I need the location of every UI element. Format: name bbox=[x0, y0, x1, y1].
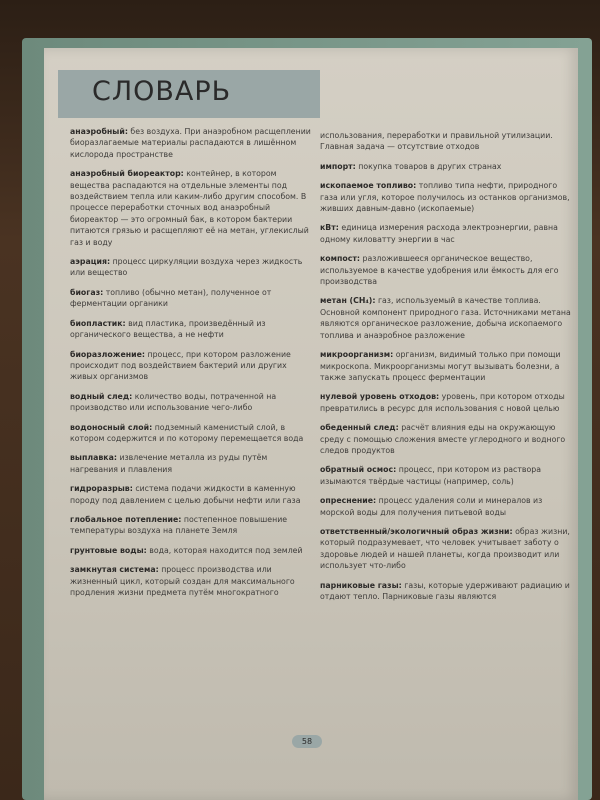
glossary-term: парниковые газы: bbox=[320, 580, 402, 590]
glossary-definition: уровень, при котором отходы превратились в ресурс для использования с новой целью bbox=[320, 392, 565, 413]
glossary-definition: постепенное повышение температуры воздуха на планете Земля bbox=[70, 514, 288, 536]
glossary-term: импорт: bbox=[320, 161, 356, 171]
glossary-definition: покупка товаров в других странах bbox=[358, 161, 502, 171]
glossary-term: метан (CH₄): bbox=[320, 296, 376, 306]
glossary-term: аэрация: bbox=[70, 257, 111, 267]
glossary-definition: организм, видимый только при помощи микроскопа. Микроорганизмы могут вызывать болезни, а также запускать процесс ферментации bbox=[320, 350, 561, 382]
glossary-definition: процесс циркуляции воздуха через жидкость или вещество bbox=[70, 257, 303, 278]
glossary-term: обратный осмос: bbox=[320, 465, 397, 475]
glossary-term: анаэробный: bbox=[70, 127, 128, 136]
glossary-entry bbox=[70, 168, 312, 248]
glossary-definition: использования, переработки и правильной утилизации. Главная задача — отсутствие отходов bbox=[320, 131, 553, 152]
glossary-entry bbox=[70, 256, 312, 279]
glossary-definition: процесс производства или жизненный цикл, который создан для максимального продления жизни предмета путём многократного bbox=[70, 565, 295, 597]
glossary-definition: извлечение металла из руды путём нагревания и плавления bbox=[70, 453, 268, 474]
glossary-definition: система подачи жидкости в каменную породу под давлением с целью добычи нефти или газа bbox=[70, 484, 301, 505]
glossary-term: замкнутая система: bbox=[70, 565, 159, 575]
glossary-left-column bbox=[70, 126, 312, 606]
glossary-definition: образ жизни, который подразумевает, что человек учитывает заботу о здоровье людей и нашей планеты, когда производит или использует что-либо bbox=[320, 526, 570, 571]
glossary-right-column bbox=[320, 130, 572, 610]
glossary-definition: подземный каменистый слой, в котором содержится и по которому перемещается вода bbox=[70, 422, 304, 443]
page-number: 58 bbox=[292, 735, 322, 748]
glossary-entry bbox=[320, 464, 572, 487]
glossary-definition: вид пластика, произведённый из органического вещества, а не нефти bbox=[70, 318, 266, 340]
page-title: СЛОВАРЬ bbox=[92, 76, 232, 107]
glossary-term: ответственный/экологичный образ жизни: bbox=[320, 526, 513, 536]
glossary-term: кВт: bbox=[320, 223, 339, 233]
glossary-entry bbox=[320, 222, 572, 245]
glossary-definition: вода, которая находится под землей bbox=[149, 545, 303, 555]
glossary-entry bbox=[320, 391, 572, 414]
glossary-term: анаэробный биореактор: bbox=[70, 169, 184, 179]
glossary-entry bbox=[70, 422, 312, 445]
glossary-definition: контейнер, в котором вещества распадаются на отдельные элементы под воздействием тепла или каким-либо другим способом. В процессе переработки сточных вод анаэробный биореактор — это огромный бак, в котором бактерии питаются грязью и расщепляют её на метан, углекислый газ и воду bbox=[70, 169, 309, 247]
glossary-term: биопластик: bbox=[70, 318, 126, 328]
glossary-entry bbox=[320, 580, 572, 603]
glossary-entry bbox=[70, 391, 312, 414]
glossary-term: компост: bbox=[320, 254, 361, 264]
glossary-term: водоносный слой: bbox=[70, 422, 153, 432]
glossary-entry bbox=[70, 126, 312, 160]
glossary-term: нулевой уровень отходов: bbox=[320, 392, 440, 402]
glossary-entry bbox=[320, 349, 572, 383]
glossary-definition: газы, которые удерживают радиацию и отдают тепло. Парниковые газы являются bbox=[320, 580, 570, 601]
glossary-entry bbox=[320, 495, 572, 518]
glossary-term: водный след: bbox=[70, 391, 133, 401]
glossary-term: выплавка: bbox=[70, 453, 117, 463]
glossary-definition: расчёт влияния еды на окружающую среду с помощью сложения вместе углеродного и водного следов продуктов bbox=[320, 423, 566, 455]
glossary-term: глобальное потепление: bbox=[70, 514, 182, 524]
glossary-definition: топливо типа нефти, природного газа или угля, которое получилось из останков организмов, живших давным-давно (ископаемые) bbox=[320, 181, 570, 214]
glossary-entry bbox=[70, 318, 312, 341]
glossary-entry bbox=[320, 253, 572, 287]
glossary-definition: единица измерения расхода электроэнергии, равна одному киловатту энергии в час bbox=[320, 223, 558, 244]
glossary-entry bbox=[320, 526, 572, 572]
glossary-entry bbox=[70, 287, 312, 310]
glossary-term: микроорганизм: bbox=[320, 350, 394, 360]
glossary-entry bbox=[70, 349, 312, 383]
glossary-entry bbox=[320, 161, 572, 172]
glossary-entry-continued bbox=[320, 130, 572, 153]
glossary-entry bbox=[70, 452, 312, 475]
glossary-term: опреснение: bbox=[320, 496, 377, 506]
glossary-entry bbox=[320, 422, 572, 456]
glossary-term: ископаемое топливо: bbox=[320, 181, 417, 191]
glossary-definition: без воздуха. При анаэробном расщеплении биоразлагаемые материалы распадаются в лишённом кислорода пространстве bbox=[70, 127, 311, 159]
glossary-term: обеденный след: bbox=[320, 423, 399, 433]
glossary-definition: процесс, при котором разложение происходит под воздействием бактерий или других живых организмов bbox=[70, 349, 291, 382]
glossary-entry bbox=[70, 564, 312, 598]
glossary-term: биоразложение: bbox=[70, 349, 146, 359]
glossary-entry bbox=[70, 545, 312, 556]
glossary-definition: топливо (обычно метан), полученное от ферментации органики bbox=[70, 287, 272, 309]
glossary-term: грунтовые воды: bbox=[70, 545, 147, 555]
glossary-term: биогаз: bbox=[70, 287, 104, 297]
glossary-entry bbox=[70, 483, 312, 506]
glossary-entry bbox=[320, 295, 572, 341]
glossary-definition: разложившееся органическое вещество, используемое в качестве удобрения или ёмкость для его производства bbox=[320, 254, 559, 287]
glossary-entry bbox=[320, 180, 572, 214]
glossary-definition: количество воды, потраченной на производство или использование чего-либо bbox=[70, 391, 277, 413]
glossary-definition: газ, используемый в качестве топлива. Основной компонент природного газа. Источниками метана являются органическое разложение, добыча ископаемого топлива и анаэробное разложение bbox=[320, 296, 571, 340]
glossary-definition: процесс удаления соли и минералов из морской воды для получения питьевой воды bbox=[320, 496, 543, 517]
glossary-definition: процесс, при котором из раствора изымаются твёрдые частицы (например, соль) bbox=[320, 465, 541, 486]
glossary-term: гидроразрыв: bbox=[70, 484, 133, 494]
glossary-entry bbox=[70, 514, 312, 537]
